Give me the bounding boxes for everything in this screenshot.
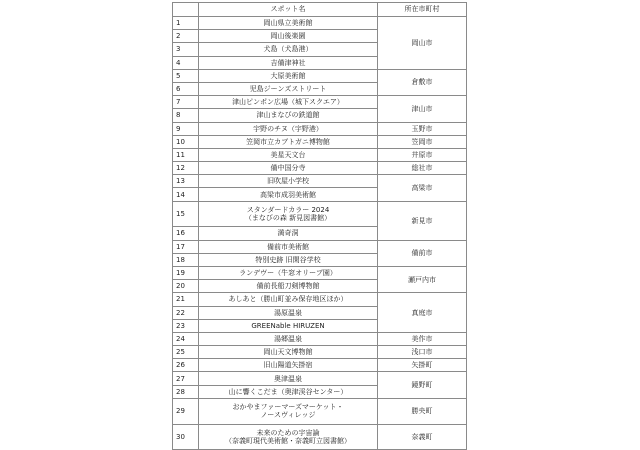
- row-number: 1: [173, 17, 199, 30]
- spot-name-cell: [199, 43, 378, 56]
- spot-name-cell: [199, 319, 378, 332]
- table-row: [173, 122, 467, 135]
- table-row: [173, 201, 467, 227]
- spot-name-cell: [199, 30, 378, 43]
- municipality-cell: 真庭市: [378, 293, 467, 333]
- municipality-cell: 総社市: [378, 162, 467, 175]
- municipality-cell: 瀬戸内市: [378, 266, 467, 292]
- spot-name: 満奇洞: [277, 229, 299, 238]
- spot-name-cell: [199, 240, 378, 253]
- table-row: [173, 424, 467, 450]
- spot-name: 大原美術館: [270, 71, 306, 80]
- row-number: 13: [173, 175, 199, 188]
- municipality-cell: 井原市: [378, 148, 467, 161]
- spot-table: [172, 2, 467, 450]
- header-spot-name: スポット名: [199, 3, 378, 17]
- row-number: 19: [173, 266, 199, 279]
- spot-name-cell: [199, 385, 378, 398]
- spot-name: 岡山県立美術館: [263, 19, 313, 28]
- spot-name: ランデヴー（牛窓オリーブ園）: [239, 269, 337, 278]
- municipality-cell: 美作市: [378, 332, 467, 345]
- row-number: 24: [173, 332, 199, 345]
- spot-name: あしあと（勝山町並み保存地区ほか）: [228, 295, 348, 304]
- table-row: [173, 240, 467, 253]
- row-number: 27: [173, 372, 199, 385]
- municipality-cell: 浅口市: [378, 346, 467, 359]
- row-number: 2: [173, 30, 199, 43]
- spot-name-cell: [199, 424, 378, 450]
- spot-name-cell: [199, 188, 378, 201]
- spot-name: 高梁市成羽美術館: [260, 190, 316, 199]
- row-number: 20: [173, 280, 199, 293]
- spot-name: 旧山陽道矢掛宿: [263, 361, 313, 370]
- spot-name-cell: [199, 398, 378, 424]
- spot-name-cell: [199, 201, 378, 227]
- municipality-cell: 岡山市: [378, 17, 467, 70]
- spot-name: 特別史跡 旧閑谷学校: [255, 255, 321, 264]
- municipality-cell: 倉敷市: [378, 69, 467, 95]
- spot-name: 吉備津神社: [270, 58, 306, 67]
- row-number: 25: [173, 346, 199, 359]
- table-row: [173, 346, 467, 359]
- spot-name-cell: [199, 122, 378, 135]
- spot-name-cell: [199, 280, 378, 293]
- spot-name: 岡山天文博物館: [263, 348, 313, 357]
- spot-name-cell: [199, 109, 378, 122]
- table-row: [173, 398, 467, 424]
- spot-name: 美星天文台: [270, 150, 306, 159]
- spot-name: 笠岡市立カブトガニ博物館: [246, 137, 330, 146]
- spot-name-cell: [199, 253, 378, 266]
- row-number: 26: [173, 359, 199, 372]
- row-number: 12: [173, 162, 199, 175]
- spot-name: （奈義町現代美術館・奈義町立図書館）: [225, 437, 351, 446]
- municipality-cell: 笠岡市: [378, 135, 467, 148]
- row-number: 4: [173, 56, 199, 69]
- municipality-cell: 奈義町: [378, 424, 467, 450]
- row-number: 29: [173, 398, 199, 424]
- spot-name-cell: [199, 135, 378, 148]
- spot-name: 宇野のチヌ（宇野港）: [253, 124, 323, 133]
- municipality-cell: 新見市: [378, 201, 467, 240]
- spot-table-body: [173, 17, 467, 450]
- municipality-cell: 勝央町: [378, 398, 467, 424]
- spot-name-cell: [199, 69, 378, 82]
- municipality-cell: 矢掛町: [378, 359, 467, 372]
- table-row: [173, 135, 467, 148]
- table-row: [173, 69, 467, 82]
- spot-name-cell: [199, 56, 378, 69]
- table-row: [173, 372, 467, 385]
- row-number: 9: [173, 122, 199, 135]
- spot-name-cell: [199, 17, 378, 30]
- table-row: [173, 96, 467, 109]
- spot-name: （まなびの森 新見図書館）: [244, 214, 332, 223]
- row-number: 11: [173, 148, 199, 161]
- row-number: 28: [173, 385, 199, 398]
- table-row: [173, 148, 467, 161]
- row-number: 22: [173, 306, 199, 319]
- spot-name-cell: [199, 306, 378, 319]
- spot-name: スタンダードカラー 2024: [246, 205, 330, 214]
- spot-name: 津山まなびの鉄道館: [256, 111, 320, 120]
- row-number: 7: [173, 96, 199, 109]
- table-row: [173, 359, 467, 372]
- spot-name-cell: [199, 175, 378, 188]
- header-number: [173, 3, 199, 17]
- spot-name-cell: [199, 148, 378, 161]
- row-number: 23: [173, 319, 199, 332]
- spot-name: 備前市美術館: [267, 242, 309, 251]
- spot-name-cell: [199, 332, 378, 345]
- spot-name: GREENable HIRUZEN: [251, 321, 325, 330]
- spot-name: 津山ピンポン広場（城下スクエア）: [232, 98, 344, 107]
- municipality-cell: 玉野市: [378, 122, 467, 135]
- row-number: 8: [173, 109, 199, 122]
- spot-name: ノースヴィレッジ: [260, 411, 316, 420]
- spot-name: 湯郷温泉: [274, 334, 302, 343]
- row-number: 15: [173, 201, 199, 227]
- row-number: 10: [173, 135, 199, 148]
- row-number: 6: [173, 82, 199, 95]
- spot-name: 旧吹屋小学校: [267, 177, 309, 186]
- municipality-cell: 高梁市: [378, 175, 467, 201]
- table-row: [173, 175, 467, 188]
- municipality-cell: 備前市: [378, 240, 467, 266]
- row-number: 3: [173, 43, 199, 56]
- table-row: [173, 266, 467, 279]
- spot-name: 岡山後楽園: [270, 32, 306, 41]
- row-number: 30: [173, 424, 199, 450]
- spot-name: おかやまファーマーズマーケット・: [232, 403, 344, 412]
- spot-name: 奥津温泉: [274, 374, 302, 383]
- table-row: [173, 293, 467, 306]
- spot-name: 湯原温泉: [274, 308, 302, 317]
- spot-name: 児島ジーンズストリート: [249, 85, 327, 93]
- spot-name-cell: [199, 266, 378, 279]
- spot-name: 山に響くこだま（奥津渓谷センター）: [228, 387, 348, 396]
- municipality-cell: 津山市: [378, 96, 467, 122]
- spot-name: 未来のための宇宙論: [256, 429, 320, 437]
- spot-name: 備中国分寺: [270, 164, 306, 173]
- row-number: 18: [173, 253, 199, 266]
- spot-name-cell: [199, 82, 378, 95]
- spot-name: 犬島（犬島港）: [263, 45, 313, 54]
- municipality-cell: 鏡野町: [378, 372, 467, 398]
- spot-name-cell: [199, 227, 378, 240]
- spot-name-cell: [199, 346, 378, 359]
- spot-name-cell: [199, 162, 378, 175]
- spot-name: 備前長船刀剣博物館: [256, 282, 320, 291]
- row-number: 14: [173, 188, 199, 201]
- table-row: [173, 17, 467, 30]
- table-row: [173, 332, 467, 345]
- spot-name-cell: [199, 96, 378, 109]
- spot-name-cell: [199, 359, 378, 372]
- spot-name-cell: [199, 372, 378, 385]
- row-number: 5: [173, 69, 199, 82]
- header-municipality: 所在市町村: [378, 3, 467, 17]
- row-number: 16: [173, 227, 199, 240]
- row-number: 17: [173, 240, 199, 253]
- spot-name-cell: [199, 293, 378, 306]
- table-header-row: [173, 3, 467, 17]
- row-number: 21: [173, 293, 199, 306]
- table-row: [173, 162, 467, 175]
